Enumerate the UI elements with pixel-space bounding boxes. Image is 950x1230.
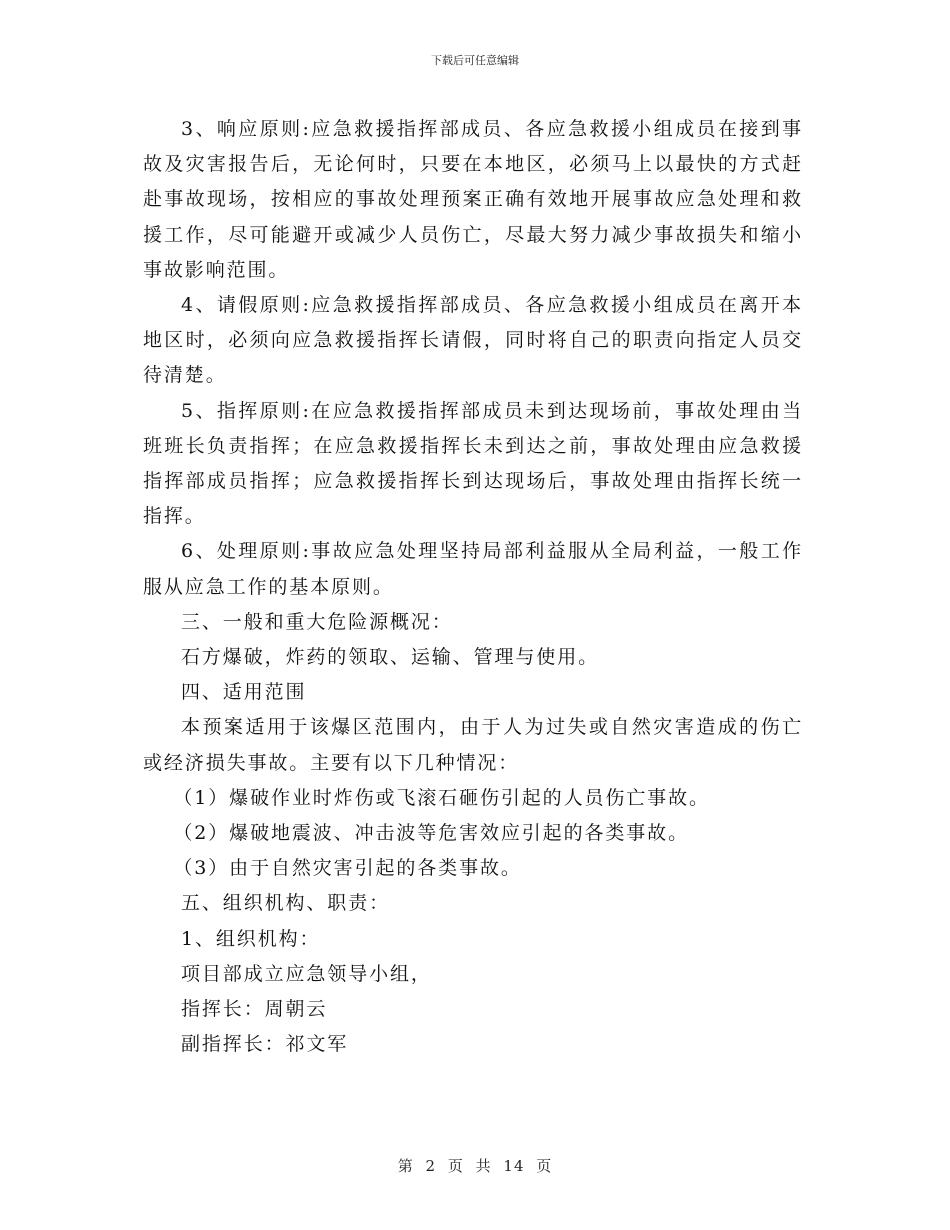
section-heading-hazard-overview: 三、一般和重大危险源概况： xyxy=(181,610,453,633)
paragraph-command-principle: 5、指挥原则:在应急救援指挥部成员未到达现场前，事故处理由当班班长负责指挥；在应急救援指挥长未到达之前，事故处理由应急救援指挥部成员指挥；应急救援指挥长到达现场后，事故处理由指挥长统一指挥。 xyxy=(143,399,803,528)
footer-total-pages: 14 xyxy=(503,1157,525,1175)
section-heading-organization: 五、组织机构、职责： xyxy=(181,892,391,915)
footer-label-end: 页 xyxy=(536,1157,553,1175)
paragraph-hazard-detail: 石方爆破，炸药的领取、运输、管理与使用。 xyxy=(181,646,600,669)
paragraph-response-principle: 3、响应原则:应急救援指挥部成员、各应急救援小组成员在接到事故及灾害报告后，无论何时，只要在本地区，必须马上以最快的方式赶赴事故现场，按相应的事故处理预案正确有效地开展事故应急处理和救援工作，尽可能避开或减少人员伤亡，尽最大努力减少事故损失和缩小事故影响范围。 xyxy=(143,118,803,281)
page-number-footer xyxy=(0,1155,950,1176)
paragraph-scope-detail: 本预案适用于该爆区范围内，由于人为过失或自然灾害造成的伤亡或经济损失事故。主要有以下几种情况： xyxy=(143,716,803,774)
paragraph-leave-principle: 4、请假原则:应急救援指挥部成员、各应急救援小组成员在离开本地区时，必须向应急救援指挥长请假，同时将自己的职责向指定人员交待清楚。 xyxy=(143,294,803,387)
section-heading-scope: 四、适用范围 xyxy=(181,681,307,704)
footer-current-page: 2 xyxy=(425,1157,437,1175)
document-body xyxy=(143,112,803,1062)
list-item-case-3: （3）由于自然灾害引起的各类事故。 xyxy=(173,857,522,880)
footer-label-of: 页 xyxy=(447,1157,464,1175)
paragraph-commander: 指挥长：周朝云 xyxy=(181,998,328,1021)
paragraph-deputy-commander: 副指挥长：祁文军 xyxy=(181,1033,349,1056)
footer-label-total: 共 xyxy=(475,1157,492,1175)
subheading-organization: 1、组织机构： xyxy=(181,927,321,950)
list-item-case-2: （2）爆破地震波、冲击波等危害效应引起的各类事故。 xyxy=(173,822,689,845)
list-item-case-1: （1）爆破作业时炸伤或飞滚石砸伤引起的人员伤亡事故。 xyxy=(173,786,710,809)
footer-label-page: 第 xyxy=(397,1157,414,1175)
page-header-note: 下载后可任意编辑 xyxy=(431,54,519,67)
paragraph-leadership-group: 项目部成立应急领导小组， xyxy=(181,962,432,985)
paragraph-handling-principle: 6、处理原则:事故应急处理坚持局部利益服从全局利益，一般工作服从应急工作的基本原则。 xyxy=(143,540,803,598)
